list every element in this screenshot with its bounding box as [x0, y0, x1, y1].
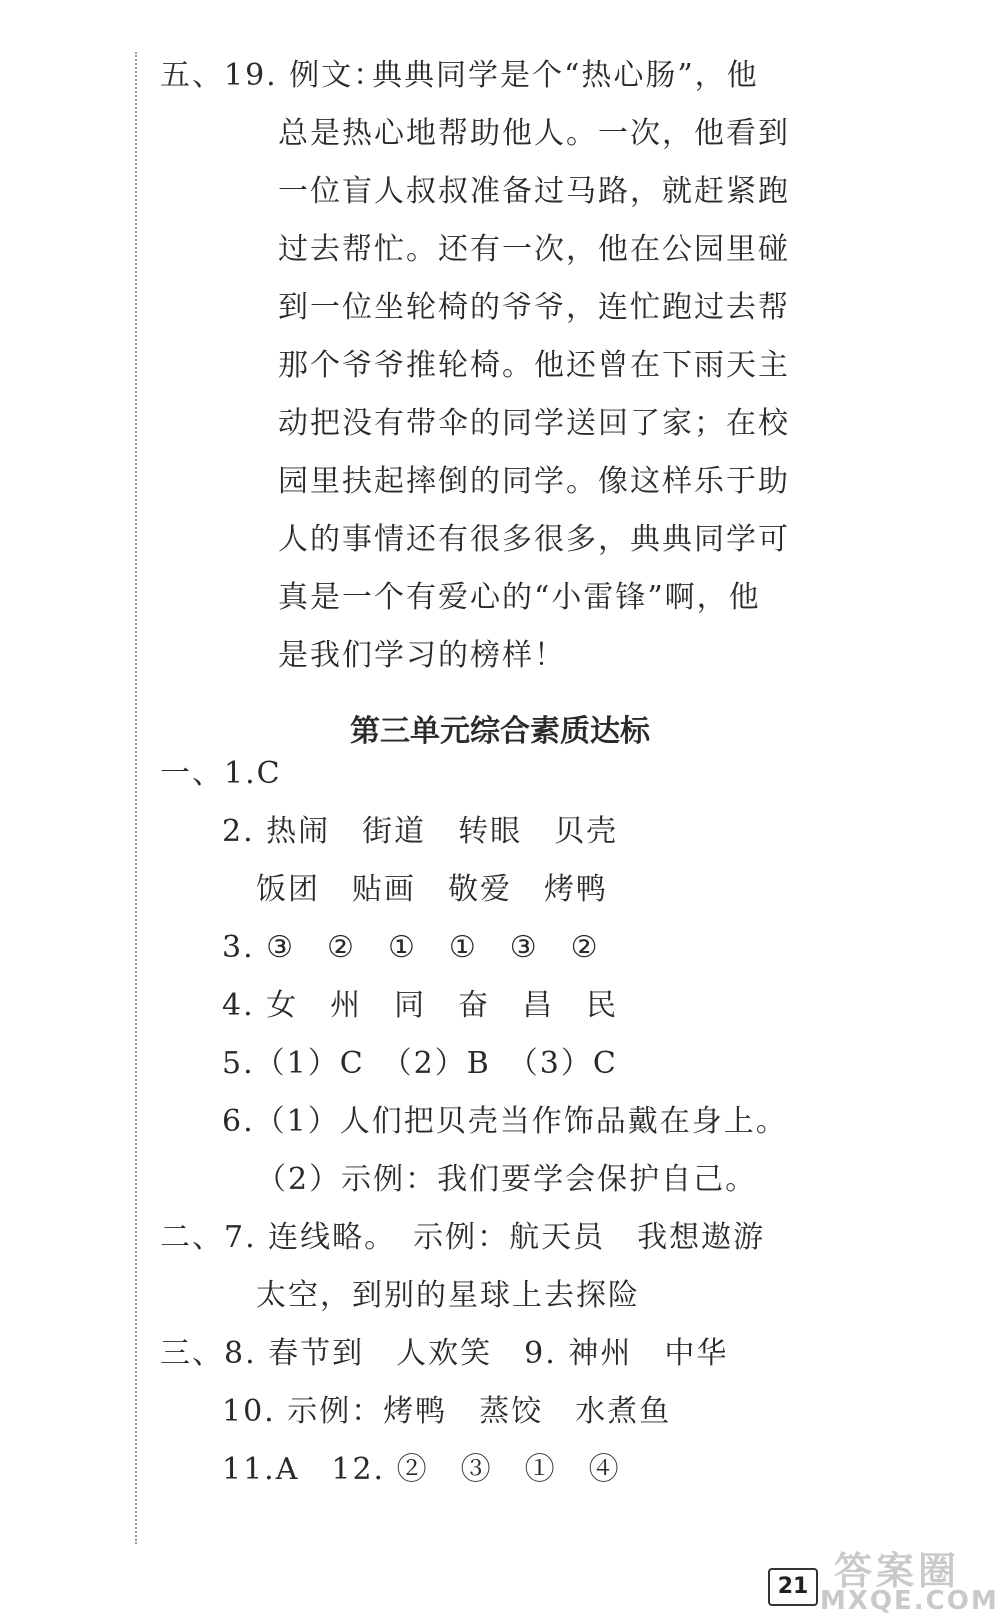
- essay-line: 是我们学习的榜样！: [278, 638, 566, 673]
- answer-line: 太空，到别的星球上去探险: [256, 1278, 640, 1313]
- answer-line: 饭团 贴画 敬爱 烤鸭: [256, 872, 608, 907]
- essay-line: 动把没有带伞的同学送回了家；在校: [278, 406, 790, 441]
- answer-line: 3. ③ ② ① ① ③ ②: [222, 930, 600, 965]
- essay-line: 到一位坐轮椅的爷爷，连忙跑过去帮: [278, 290, 790, 325]
- essay-line: 园里扶起摔倒的同学。像这样乐于助: [278, 464, 790, 499]
- essay-line: 总是热心地帮助他人。一次，他看到: [278, 116, 790, 151]
- watermark-logo: [820, 1540, 1000, 1622]
- answer-line: 10. 示例：烤鸭 蒸饺 水煮鱼: [222, 1394, 672, 1429]
- answer-line: 6.（1）人们把贝壳当作饰品戴在身上。: [222, 1104, 788, 1139]
- answer-line: （2）示例：我们要学会保护自己。: [256, 1162, 758, 1197]
- essay-line: 典典同学是个“热心肠”，他: [372, 58, 759, 93]
- essay-line: 过去帮忙。还有一次，他在公园里碰: [278, 232, 790, 267]
- watermark-bottom-text: MXQE.COM: [820, 1586, 999, 1616]
- watermark-top-text: 答案圈: [834, 1549, 961, 1593]
- essay-line: 人的事情还有很多很多，典典同学可: [278, 522, 790, 557]
- answer-line: 5.（1）C （2）B （3）C: [222, 1046, 618, 1081]
- answer-line: 11.A 12. ② ③ ① ④: [222, 1452, 621, 1487]
- essay-line: 一位盲人叔叔准备过马路，就赶紧跑: [278, 174, 790, 209]
- dotted-margin-rule: [135, 52, 137, 1544]
- page-number: 21: [768, 1568, 818, 1606]
- answer-line: 一、1.C: [160, 756, 282, 791]
- answer-line: 2. 热闹 街道 转眼 贝壳: [222, 814, 619, 849]
- answer-line: 4. 女 州 同 奋 昌 民: [222, 988, 619, 1023]
- answer-line: 二、7. 连线略。 示例：航天员 我想遨游: [160, 1220, 766, 1255]
- answer-line: 三、8. 春节到 人欢笑 9. 神州 中华: [160, 1336, 729, 1371]
- essay-line: 那个爷爷推轮椅。他还曾在下雨天主: [278, 348, 790, 383]
- essay-lead-label: 五、19. 例文：: [160, 58, 386, 93]
- section-title: 第三单元综合素质达标: [350, 714, 650, 749]
- essay-line: 真是一个有爱心的“小雷锋”啊，他: [278, 580, 761, 615]
